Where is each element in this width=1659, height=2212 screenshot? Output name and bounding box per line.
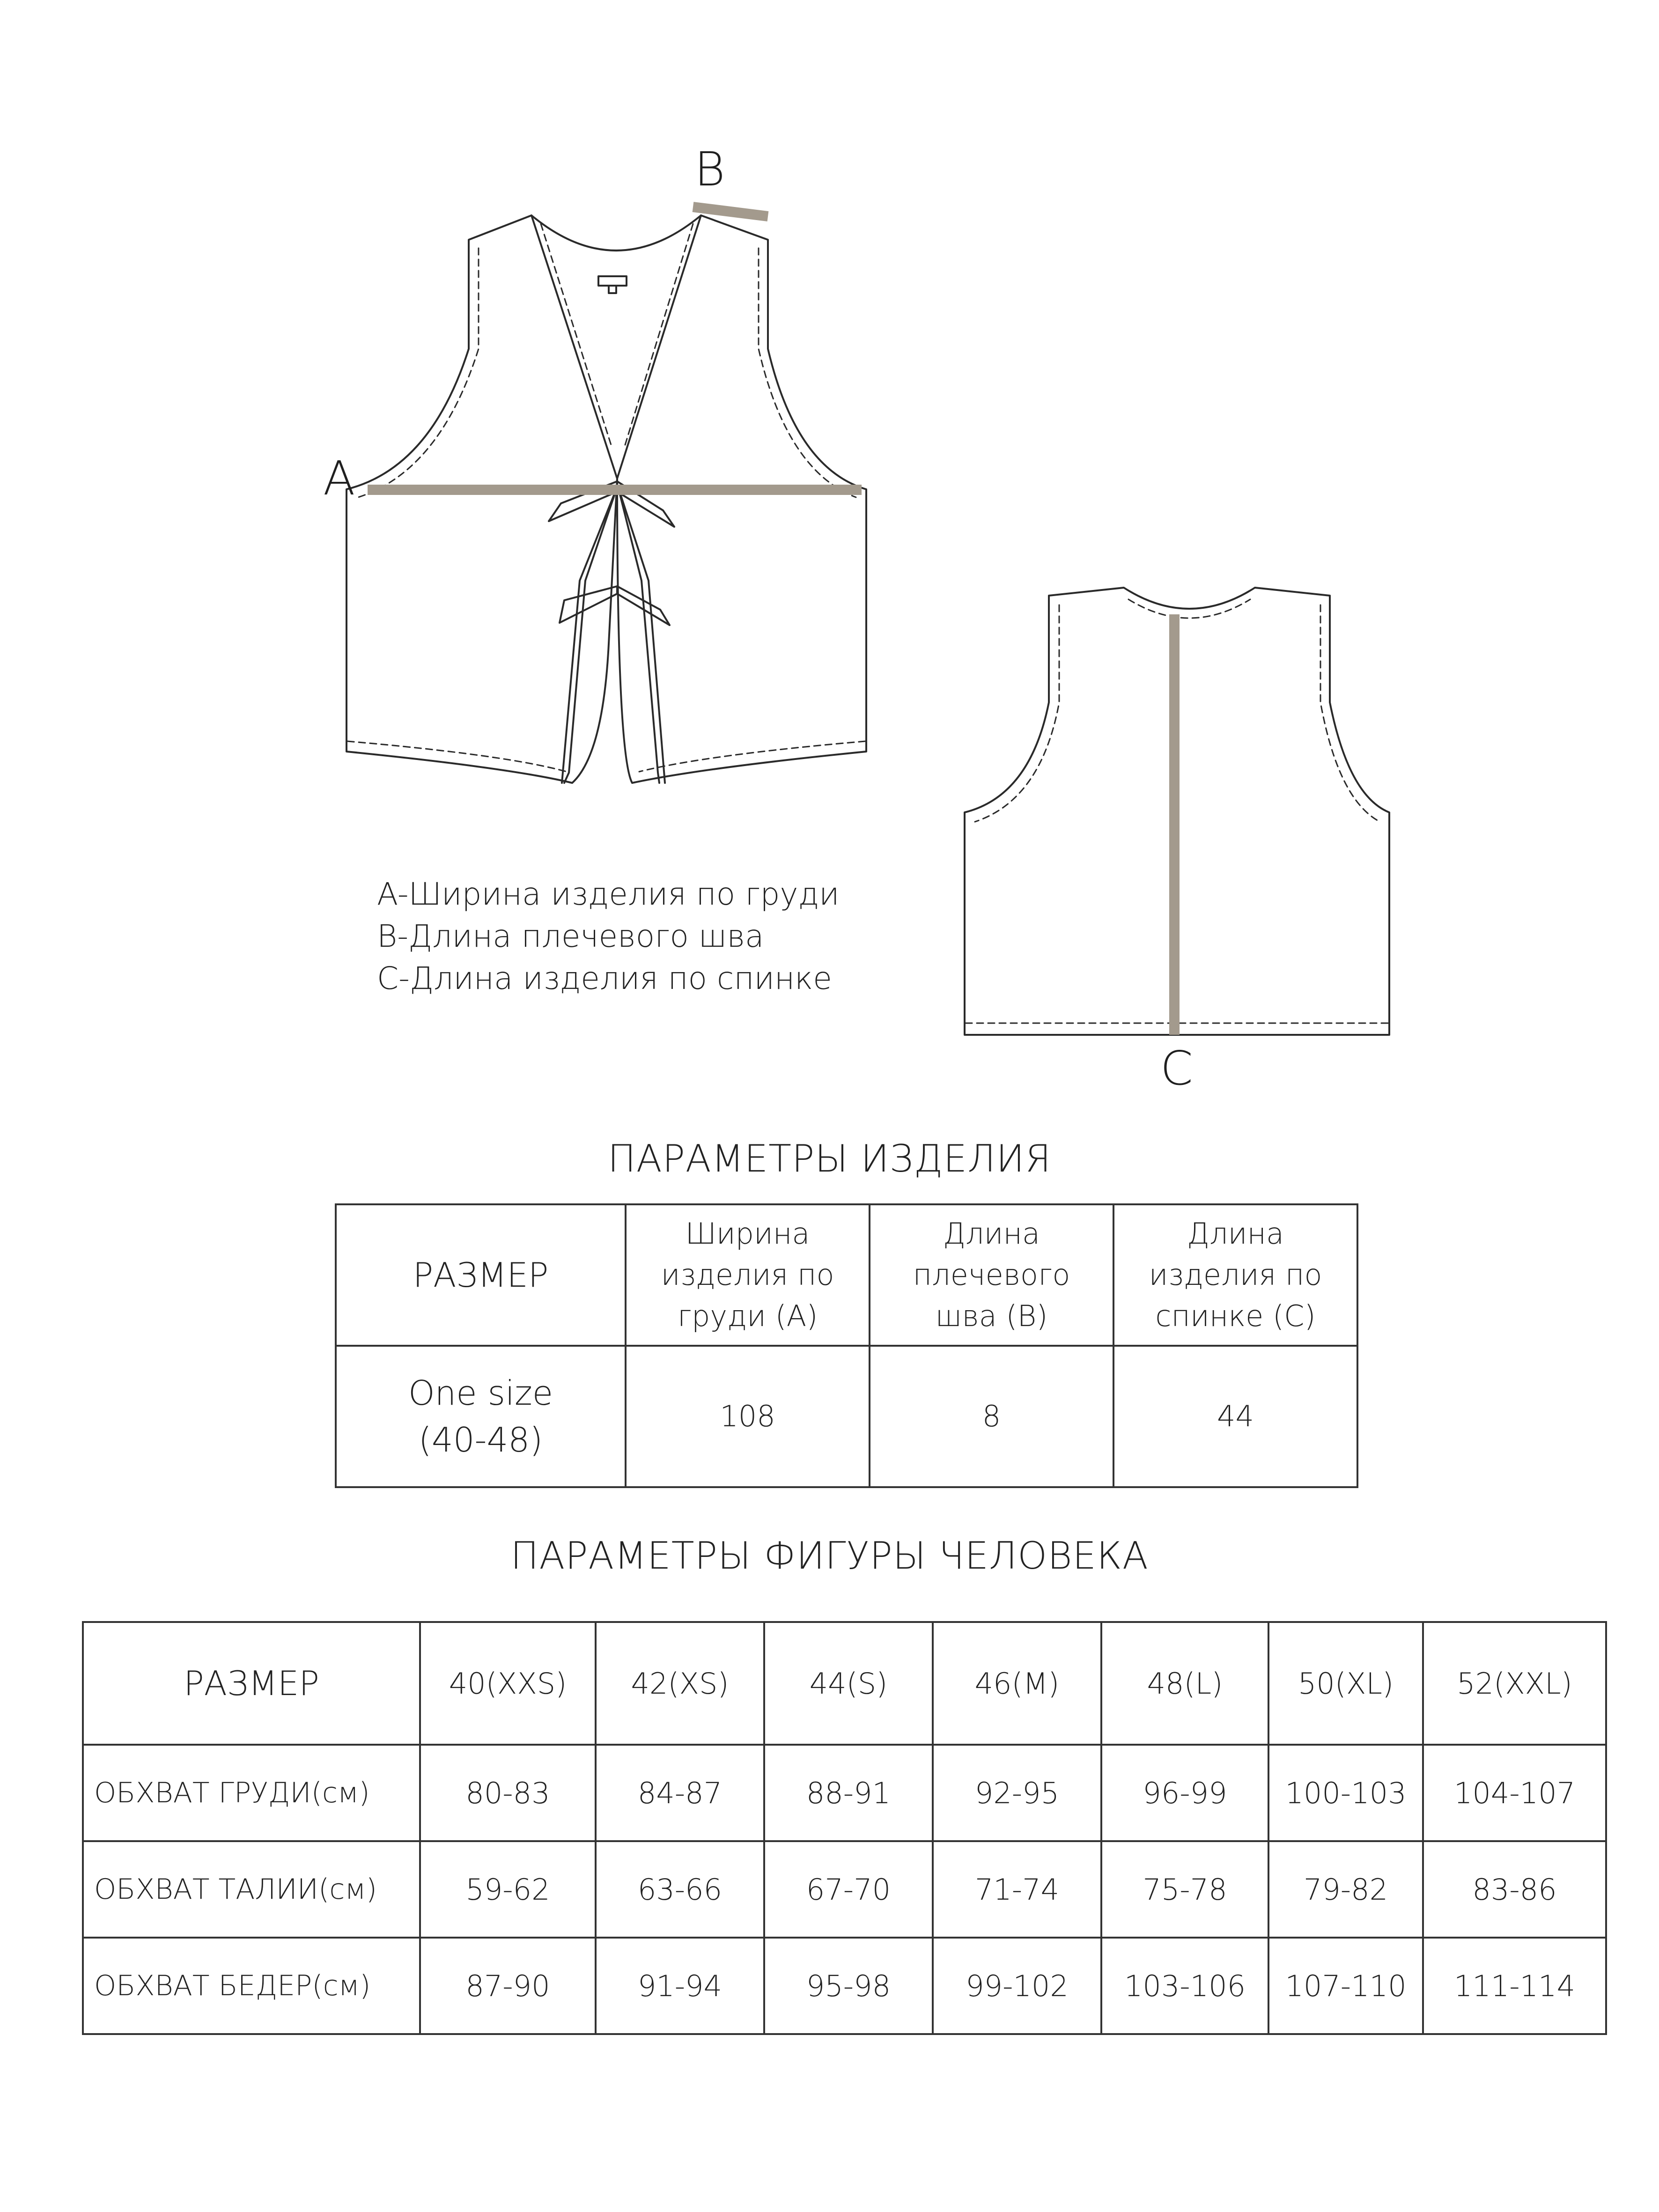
- value-shoulder-length: 8: [870, 1346, 1113, 1487]
- value-back-length: 44: [1113, 1346, 1357, 1487]
- row-label: ОБХВАТ ГРУДИ(см): [83, 1745, 420, 1841]
- product-params-title: ПАРАМЕТРЫ ИЗДЕЛИЯ: [607, 1137, 1052, 1180]
- body-row-hips: [83, 1938, 1606, 2034]
- table-cell: 63-66: [596, 1841, 764, 1938]
- body-params-title: ПАРАМЕТРЫ ФИГУРЫ ЧЕЛОВЕКА: [510, 1534, 1149, 1578]
- table-cell: 95-98: [764, 1938, 933, 2034]
- table-cell: 99-102: [933, 1938, 1101, 2034]
- measure-bar-b: [693, 207, 768, 216]
- table-cell: 111-114: [1423, 1938, 1606, 2034]
- table-cell: 96-99: [1101, 1745, 1268, 1841]
- front-left-panel: [347, 215, 617, 783]
- label-a: A: [323, 451, 355, 506]
- header-size: РАЗМЕР: [336, 1204, 626, 1346]
- product-params-value-row: [336, 1346, 1357, 1487]
- header-shoulder-length: Длина плечевого шва (В): [870, 1204, 1113, 1346]
- table-cell: 83-86: [1423, 1841, 1606, 1938]
- label-b: B: [694, 142, 725, 197]
- row-label: ОБХВАТ БЕДЕР(см): [83, 1938, 420, 2034]
- product-params-header-row: [336, 1204, 1357, 1346]
- size-col: 52(XXL): [1423, 1622, 1606, 1745]
- table-cell: 71-74: [933, 1841, 1101, 1938]
- table-cell: 59-62: [420, 1841, 596, 1938]
- body-row-chest: [83, 1745, 1606, 1841]
- header-back-length: Длина изделия по спинке (С): [1113, 1204, 1357, 1346]
- size-col: 50(XL): [1268, 1622, 1423, 1745]
- legend-item-a: A-Ширина изделия по груди: [377, 876, 840, 912]
- table-cell: 91-94: [596, 1938, 764, 2034]
- legend-item-c: C-Длина изделия по спинке: [377, 960, 832, 996]
- size-col: 46(M): [933, 1622, 1101, 1745]
- body-params-table: [82, 1621, 1607, 2035]
- size-col: 44(S): [764, 1622, 933, 1745]
- measurement-legend: [377, 873, 840, 1000]
- value-chest-width: 108: [626, 1346, 870, 1487]
- body-header-size: РАЗМЕР: [83, 1622, 420, 1745]
- body-row-waist: [83, 1841, 1606, 1938]
- table-cell: 80-83: [420, 1745, 596, 1841]
- table-cell: 100-103: [1268, 1745, 1423, 1841]
- label-c: C: [1160, 1041, 1193, 1096]
- size-col: 40(XXS): [420, 1622, 596, 1745]
- size-col: 48(L): [1101, 1622, 1268, 1745]
- header-chest-width: Ширина изделия по груди (А): [626, 1204, 870, 1346]
- table-cell: 103-106: [1101, 1938, 1268, 2034]
- table-cell: 84-87: [596, 1745, 764, 1841]
- table-cell: 79-82: [1268, 1841, 1423, 1938]
- front-right-panel: [617, 215, 866, 783]
- size-col: 42(XS): [596, 1622, 764, 1745]
- table-cell: 107-110: [1268, 1938, 1423, 2034]
- table-cell: 67-70: [764, 1841, 933, 1938]
- row-label: ОБХВАТ ТАЛИИ(см): [83, 1841, 420, 1938]
- table-cell: 87-90: [420, 1938, 596, 2034]
- table-cell: 75-78: [1101, 1841, 1268, 1938]
- value-size: One size (40-48): [336, 1346, 626, 1487]
- legend-item-b: B-Длина плечевого шва: [377, 918, 764, 954]
- table-cell: 92-95: [933, 1745, 1101, 1841]
- body-params-header-row: [83, 1622, 1606, 1745]
- table-cell: 104-107: [1423, 1745, 1606, 1841]
- table-cell: 88-91: [764, 1745, 933, 1841]
- front-view: [347, 215, 866, 783]
- front-neckline-back: [531, 215, 701, 251]
- product-params-table: [335, 1203, 1358, 1488]
- front-tie-bows: [549, 481, 674, 783]
